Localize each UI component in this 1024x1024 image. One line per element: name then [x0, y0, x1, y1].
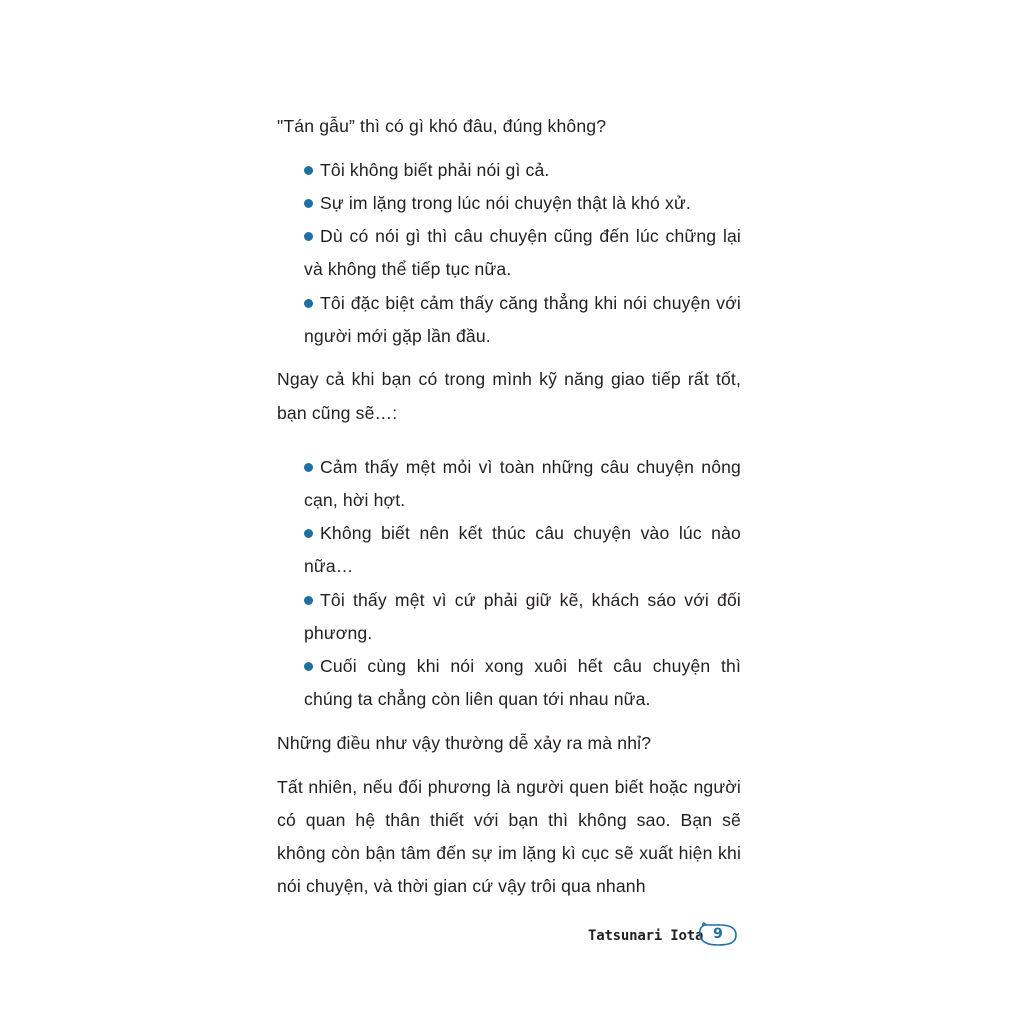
closing-paragraph: Tất nhiên, nếu đối phương là người quen biết hoặc người có quan hệ thân thiết với bạn thì không sao. Bạn sẽ không còn bận tâm đến sự im lặng kì cục sẽ xuất hiện khi nói chuyện, và thời gian cứ vậy trôi qua nhanh [277, 776, 741, 897]
list-item [304, 517, 741, 583]
bullet-list-skilled [277, 451, 741, 717]
list-item-text: Cuối cùng khi nói xong xuôi hết câu chuyện thì chúng ta chẳng còn liên quan tới nhau nữa. [304, 656, 741, 710]
bullet-icon [304, 199, 313, 208]
list-item [304, 650, 741, 716]
intro-paragraph: "Tán gẫu” thì có gì khó đâu, đúng không? [277, 116, 607, 136]
list-item-text: Cảm thấy mệt mỏi vì toàn những câu chuyện nông cạn, hời hợt. [304, 456, 741, 511]
list-item [304, 287, 741, 353]
question-paragraph: Những điều như vậy thường dễ xảy ra mà nhỉ? [277, 732, 652, 753]
page-footer [588, 918, 744, 954]
middle-paragraph: Ngay cả khi bạn có trong mình kỹ năng giao tiếp rất tốt, bạn cũng sẽ…: [277, 369, 741, 423]
list-item [304, 451, 741, 517]
bullet-list-difficulties [277, 154, 741, 353]
list-item [304, 220, 741, 286]
author-name: Tatsunari Iota [588, 928, 704, 944]
list-item-text: Tôi thấy mệt vì cứ phải giữ kẽ, khách sáo với đối phương. [304, 589, 741, 643]
list-item [304, 187, 741, 220]
list-item-text: Tôi không biết phải nói gì cả. [320, 159, 550, 180]
list-item-text: Không biết nên kết thúc câu chuyện vào lúc nào nữa… [304, 523, 741, 577]
list-item-text: Sự im lặng trong lúc nói chuyện thật là khó xử. [320, 192, 691, 213]
bullet-icon [304, 299, 313, 308]
page-number: 9 [713, 926, 723, 942]
list-item-text: Dù có nói gì thì câu chuyện cũng đến lúc chững lại và không thể tiếp tục nữa. [304, 226, 741, 280]
page-number-badge [698, 921, 738, 949]
bullet-icon [304, 662, 313, 671]
bullet-icon [304, 529, 313, 538]
bullet-icon [304, 166, 313, 175]
list-item [304, 154, 741, 187]
bullet-icon [304, 463, 313, 472]
bullet-icon [304, 596, 313, 605]
list-item [304, 584, 741, 650]
page-body [277, 110, 741, 914]
list-item-text: Tôi đặc biệt cảm thấy căng thẳng khi nói chuyện với người mới gặp lần đầu. [304, 292, 741, 346]
bullet-icon [304, 232, 313, 241]
